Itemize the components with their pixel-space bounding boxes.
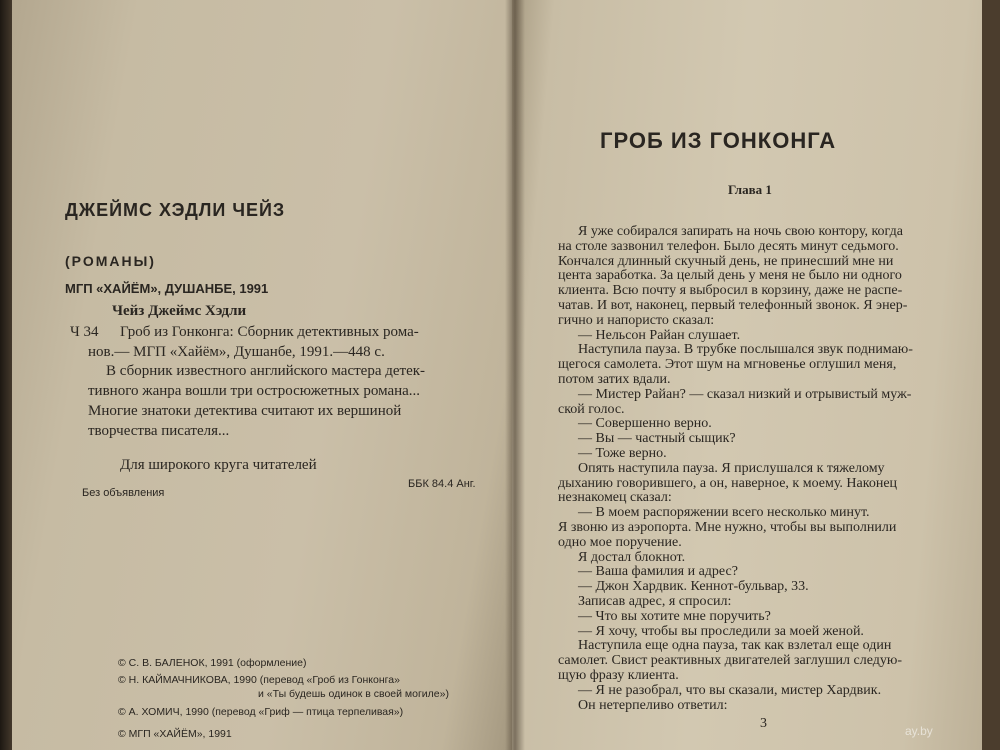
catalog-author: Чейз Джеймс Хэдли [112, 303, 247, 319]
copyright-line: © С. В. БАЛЕНОК, 1991 (оформление) [118, 657, 307, 669]
annotation-line: Многие знатоки детектива считают их вершиной [88, 403, 402, 419]
story-title: ГРОБ ИЗ ГОНКОНГА [600, 128, 837, 153]
story-line: ской голос. [558, 401, 625, 417]
catalog-code: Ч 34 [70, 324, 99, 340]
story-line: чатав. И вот, наконец, первый телефонный звонок. Я энер- [558, 298, 908, 313]
no-ads-note: Без объявления [82, 487, 165, 499]
annotation-line: В сборник известного английского мастера детек- [106, 363, 426, 379]
story-line: цента заработка. За целый день у меня не было ни одного [558, 268, 902, 284]
annotation-line: творчества писателя... [88, 423, 230, 439]
story-line: самолет. Свист реактивных двигателей заглушил следую- [558, 653, 902, 669]
story-line: Опять наступила пауза. Я прислушался к тяжелому [578, 460, 885, 476]
publisher-line: МГП «ХАЙЁМ», ДУШАНБЕ, 1991 [65, 281, 269, 296]
story-line: — Что вы хотите мне поручить? [578, 608, 771, 624]
story-line: — Вы — частный сыщик? [578, 431, 736, 447]
story-line: щую фразу клиента. [558, 668, 679, 683]
annotation-line: тивного жанра вошли три остросюжетных романа... [88, 383, 421, 399]
story-line: — Нельсон Райан слушает. [578, 327, 741, 343]
story-line: клиента. Всю почту я выбросил в корзину, даже не распе- [558, 283, 903, 299]
page-number: 3 [760, 716, 767, 731]
story-line: — В моем распоряжении всего несколько минут. [578, 505, 870, 521]
book-genre: (РОМАНЫ) [65, 253, 156, 269]
story-line: Наступила пауза. В трубке послышался звук поднимаю- [578, 342, 913, 358]
story-line: на столе зазвонил телефон. Было десять минут седьмого. [558, 238, 899, 254]
book-gutter [505, 0, 525, 750]
story-line: незнакомец сказал: [558, 490, 672, 506]
story-line: — Ваша фамилия и адрес? [578, 564, 738, 580]
story-line: — Я хочу, чтобы вы проследили за моей женой. [578, 623, 864, 639]
watermark: ay.by [905, 724, 933, 738]
story-line: Я уже собирался запирать на ночь свою контору, когда [578, 224, 903, 239]
chapter-heading: Глава 1 [728, 182, 772, 197]
copyright-line: © А. ХОМИЧ, 1990 (перевод «Гриф — птица терпеливая») [118, 706, 404, 718]
copyright-line: © Н. КАЙМАЧНИКОВА, 1990 (перевод «Гроб из Гонконга» [118, 674, 400, 686]
story-line: Он нетерпеливо ответил: [578, 697, 728, 713]
story-line: — Мистер Райан? — сказал низкий и отрывистый муж- [578, 386, 912, 402]
catalog-description: нов.— МГП «Хайём», Душанбе, 1991.—448 с. [88, 344, 385, 360]
story-line: — Джон Хардвик. Кеннот-бульвар, 33. [578, 579, 809, 595]
story-line: — Я не разобрал, что вы сказали, мистер Хардвик. [578, 682, 882, 698]
copyright-line: и «Ты будешь одинок в своей могиле») [258, 688, 449, 700]
background-right [982, 0, 1000, 750]
story-line: — Совершенно верно. [578, 416, 712, 432]
story-line: дыханию говорившего, а он, наверное, к моему. Наконец [558, 475, 898, 491]
copyright-line: © МГП «ХАЙЁМ», 1991 [118, 728, 232, 740]
story-line: Кончался длинный скучный день, не принесший мне ни [558, 253, 894, 269]
catalog-description: Гроб из Гонконга: Сборник детективных рома- [120, 324, 419, 340]
story-line: Записав адрес, я спросил: [578, 594, 732, 609]
bbk-code: ББК 84.4 Анг. [408, 478, 476, 490]
story-line: — Тоже верно. [578, 446, 667, 461]
audience-note: Для широкого круга читателей [120, 457, 317, 473]
story-line: Я достал блокнот. [578, 549, 686, 565]
story-line: гично и напористо сказал: [558, 312, 715, 328]
story-line: Я звоню из аэропорта. Мне нужно, чтобы вы выполнили [558, 520, 897, 535]
book-author: ДЖЕЙМС ХЭДЛИ ЧЕЙЗ [65, 200, 286, 220]
story-line: Наступила еще одна пауза, так как взлетал еще один [578, 638, 892, 654]
story-line: одно мое поручение. [558, 534, 682, 550]
story-line: щегося самолета. Этот шум на мгновенье оглушил меня, [558, 357, 897, 373]
story-line: потом затих вдали. [558, 372, 671, 387]
